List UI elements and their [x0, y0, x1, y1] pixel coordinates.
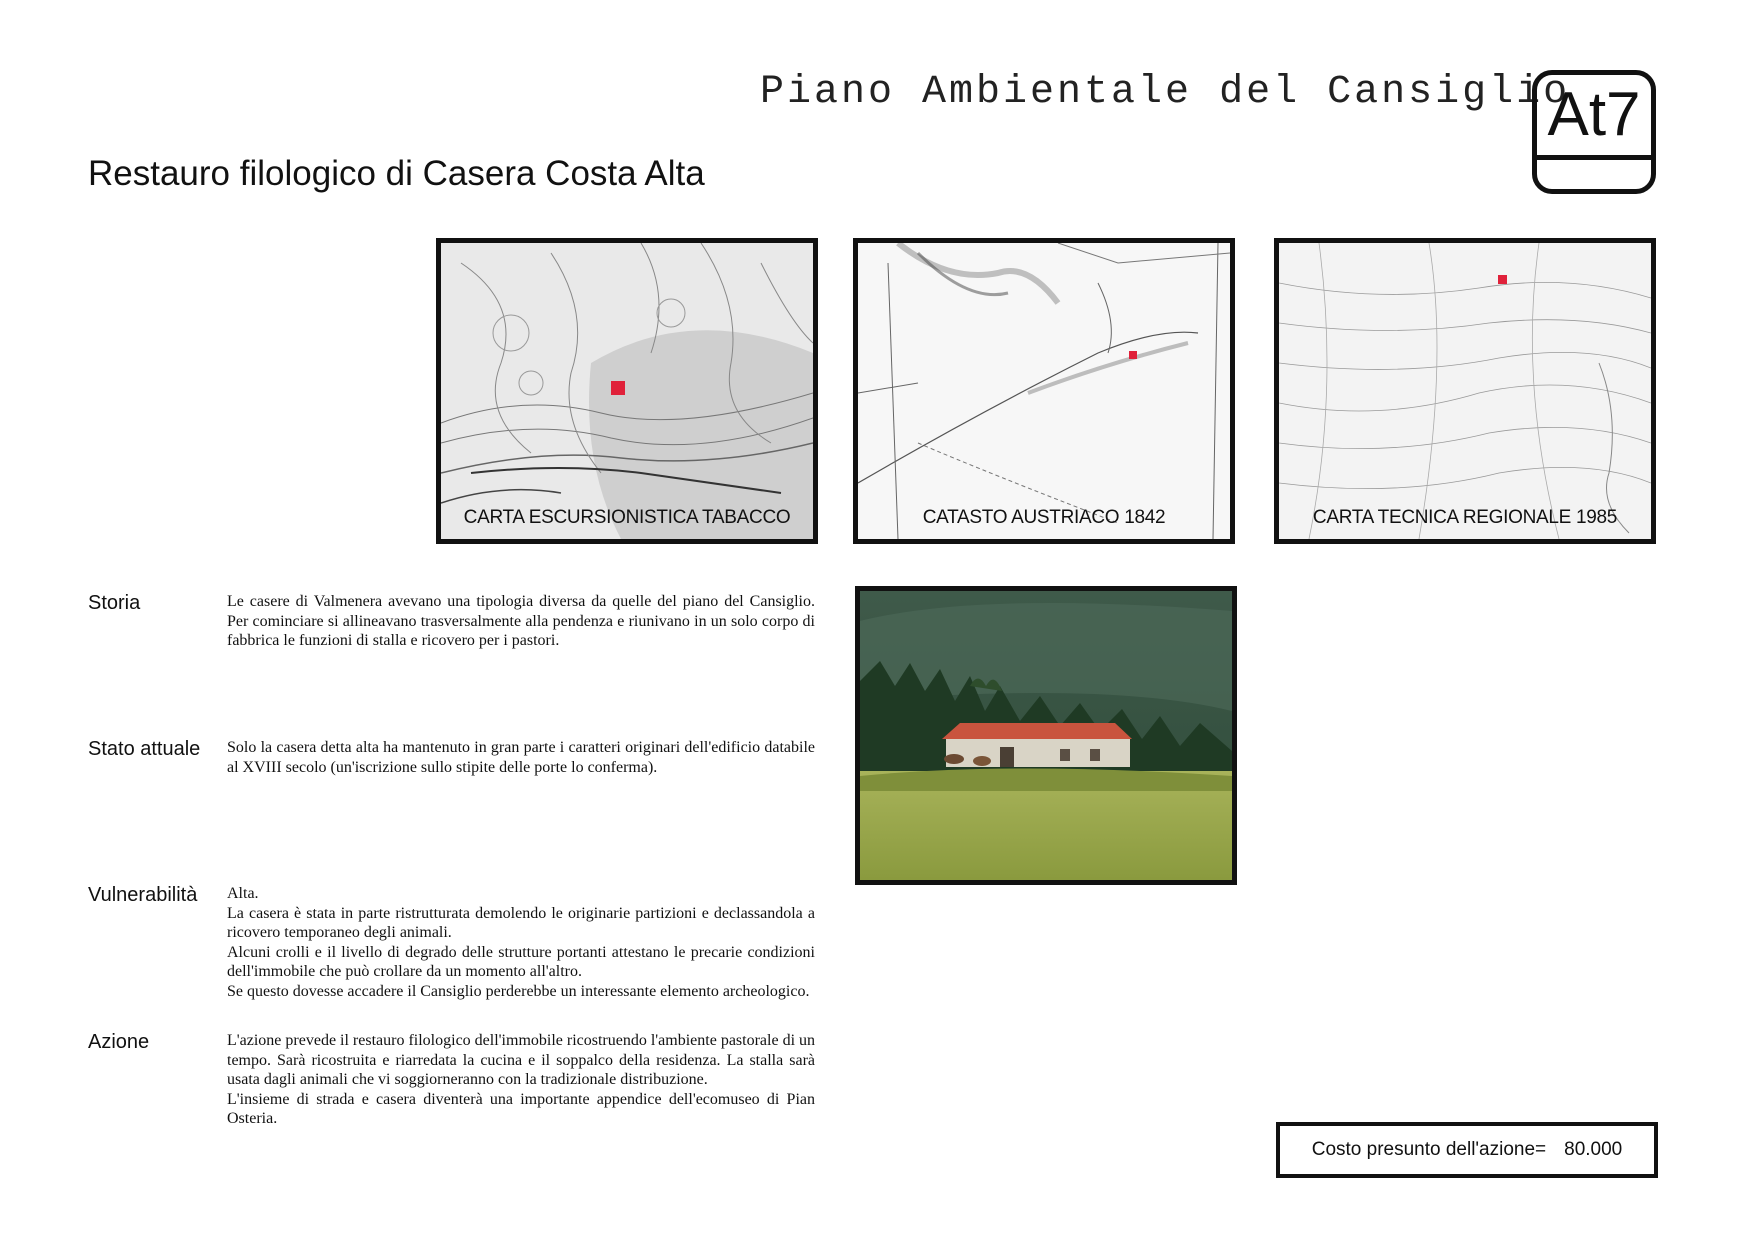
map-catasto-label: CATASTO AUSTRIACO 1842 — [922, 507, 1166, 528]
cost-box — [1276, 1122, 1658, 1178]
section-text-storia — [227, 592, 815, 651]
cost-label: Costo presunto dell'azione= — [1311, 1139, 1547, 1160]
map-catasto — [853, 238, 1235, 544]
section-label-stato-attuale: Stato attuale — [88, 738, 201, 760]
azione-paragraph: L'insieme di strada e casera diventerà una importante appendice dell'ecomuseo di Pian Osteria. — [227, 1090, 815, 1127]
stato-paragraph: Solo la casera detta alta ha mantenuto in gran parte i caratteri originari dell'edificio databile al XVIII secolo (un'iscrizione sullo stipite delle porte lo conferma). — [227, 739, 815, 776]
section-text-stato-attuale — [227, 738, 815, 777]
document-header-title: Piano Ambientale del Cansiglio — [760, 70, 1571, 115]
section-label-storia: Storia — [88, 592, 141, 614]
storia-paragraph: Le casere di Valmenera avevano una tipologia diversa da quelle del piano del Cansiglio. Per cominciare si allineavano trasversalmente alla pendenza e riunivano in un solo corpo di fabbrica le funzioni di stalla e ricovero per i pastori. — [227, 593, 815, 649]
map-ctr — [1274, 238, 1656, 544]
cost-value: 80.000 — [1564, 1139, 1623, 1160]
map-tabacco-location-marker — [611, 381, 625, 395]
map-tabacco-label: CARTA ESCURSIONISTICA TABACCO — [463, 507, 791, 528]
casera-photo-drawing — [860, 591, 1232, 880]
sheet-code: At7 — [1547, 80, 1641, 149]
sheet-code-box — [1532, 70, 1656, 194]
vulnerabilita-paragraph: Se questo dovesse accadere il Cansiglio perderebbe un interessante elemento archeologico. — [227, 982, 810, 1000]
casera-photo — [855, 586, 1237, 885]
map-ctr-drawing — [1279, 243, 1651, 539]
vulnerabilita-paragraph: Alcuni crolli e il livello di degrado delle strutture portanti attestano le precarie condizioni dell'immobile che può crollare da un momento all'altro. — [227, 943, 815, 980]
map-tabacco — [436, 238, 818, 544]
map-ctr-location-marker — [1498, 275, 1507, 284]
section-label-azione: Azione — [88, 1031, 150, 1053]
code-box-divider — [1537, 155, 1651, 160]
vulnerabilita-paragraph: Alta. — [227, 885, 259, 902]
page-title: Restauro filologico di Casera Costa Alta — [88, 154, 705, 193]
map-catasto-drawing — [858, 243, 1230, 539]
section-label-vulnerabilita: Vulnerabilità — [88, 884, 198, 906]
map-ctr-label: CARTA TECNICA REGIONALE 1985 — [1312, 507, 1618, 528]
vulnerabilita-paragraph: La casera è stata in parte ristrutturata demolendo le originarie partizioni e declassandola a ricovero temporaneo degli animali. — [227, 904, 815, 941]
map-tabacco-drawing — [441, 243, 813, 539]
azione-paragraph: L'azione prevede il restauro filologico dell'immobile ricostruendo l'ambiente pastorale di un tempo. Sarà ricostruita e riarredata la cucina e il soppalco della residenza. La stalla sarà usata dagli animali che vi soggiorneranno con la tradizionale distribuzione. — [227, 1032, 816, 1088]
section-text-azione — [227, 1031, 815, 1129]
section-text-vulnerabilita — [227, 884, 815, 1001]
map-catasto-location-marker — [1129, 351, 1137, 359]
